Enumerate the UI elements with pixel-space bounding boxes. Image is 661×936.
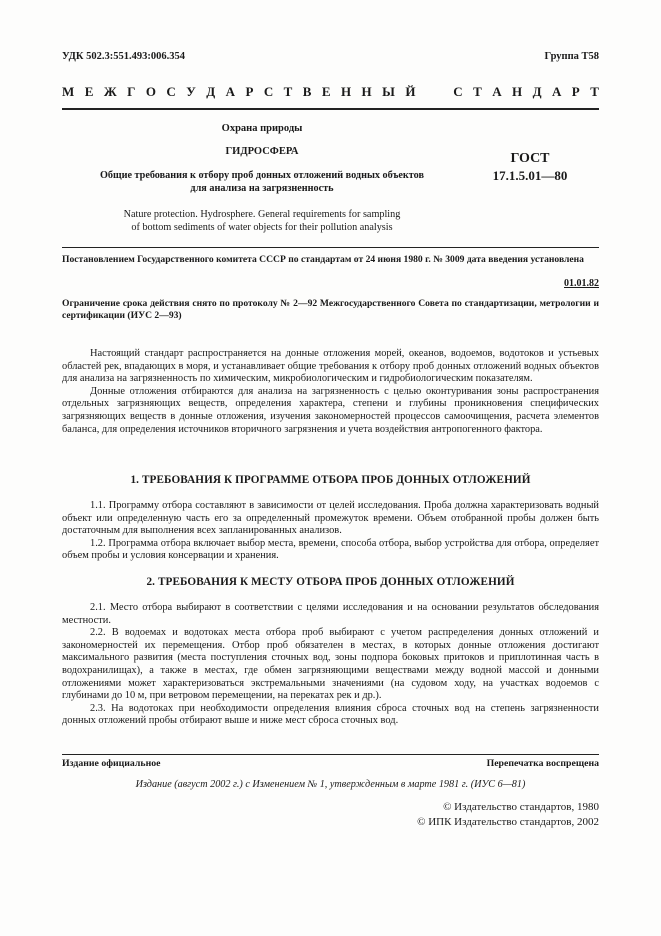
banner-letter: С — [453, 84, 463, 99]
copyright-1980: © Издательство стандартов, 1980 — [443, 801, 599, 813]
section-2-heading: 2. ТРЕБОВАНИЯ К МЕСТУ ОТБОРА ПРОБ ДОННЫХ ОТЛОЖЕНИЙ — [146, 576, 515, 588]
banner-letter: Т — [590, 84, 599, 99]
banner-divider — [62, 108, 599, 110]
title-line-2: ГИДРОСФЕРА — [225, 146, 299, 157]
banner-letter: Н — [361, 84, 372, 99]
banner-letter: Ы — [382, 84, 395, 99]
paragraph-1-1: 1.1. Программу отбора составляют в зависимости от целей исследования. Проба должна характеризовать водный объект или определенную часть его за определенный промежуток времени. Объем отобранной пробы должен быть достаточным для выполнения всех запланированных анализов. — [62, 500, 599, 537]
group-code: Группа Т58 — [544, 51, 599, 62]
banner-letter: Р — [571, 84, 580, 99]
banner-letter: А — [492, 84, 502, 99]
banner-gap — [426, 84, 429, 100]
gost-label: ГОСТ — [510, 151, 550, 166]
section-1-heading: 1. ТРЕБОВАНИЯ К ПРОГРАММЕ ОТБОРА ПРОБ ДОННЫХ ОТЛОЖЕНИЙ — [130, 474, 531, 486]
paragraph-2-3: 2.3. На водотоках при необходимости определения влияния сброса сточных вод на степень загрязненности донных отложений пробы отбирают выше и ниже мест сброса сточных вод. — [62, 702, 599, 727]
paragraph-2-2: 2.2. В водоемах и водотоках места отбора проб выбирают с учетом распределения донных отложений и закономерностей их перемещения. Отбор проб обязателен в местах, в которых донные отложения достигают максимального развития (места поступления сточных вод, зоны подпора боковых притоков и приплотинная часть в водохранилищах), а также в местах, где обмен загрязняющими веществами между водной массой и донными отложениями может характеризоваться экстремальными значениями (на судовом ходу, на участках водоемов с глубинами до 10 м, при ветровом перемещении, на перекатах рек и др.). — [62, 627, 599, 702]
banner-letter: Е — [321, 84, 331, 99]
title-line-3: Общие требования к отбору проб донных отложений водных объектов — [99, 170, 425, 181]
banner-letter: У — [186, 84, 196, 99]
banner-letter: Е — [84, 84, 94, 99]
intro-block — [62, 348, 599, 436]
paragraph-1-2: 1.2. Программа отбора включает выбор места, времени, способа отбора, выбор устройства для отбора, определяет объем пробы и условия консервации и хранения. — [62, 537, 599, 562]
section-1-body — [62, 500, 599, 563]
footer-divider — [62, 754, 599, 755]
edition-note: Издание (август 2002 г.) с Изменением № 1, утвержденным в марте 1981 г. (ИУС 6—81) — [135, 779, 526, 790]
banner-letter: Н — [340, 84, 352, 99]
decree-date: 01.01.82 — [564, 278, 599, 289]
banner-letter: О — [145, 84, 156, 99]
standard-banner — [62, 84, 599, 100]
banner-letter: Д — [206, 84, 216, 99]
banner-letter: Й — [405, 84, 416, 99]
banner-letter: А — [225, 84, 235, 99]
decree-text: Постановлением Государственного комитета СССР по стандартам от 24 июня 1980 г. № 3009 дата введения установлена — [62, 254, 584, 265]
banner-letter: Ж — [103, 84, 117, 99]
banner-letter: Н — [512, 84, 523, 99]
paragraph-2-1: 2.1. Место отбора выбирают в соответствии с целями исследования и на основании результатов обследования местности. — [62, 602, 599, 626]
title-divider — [62, 247, 599, 248]
title-en-line-1: Nature protection. Hydrosphere. General requirements for sampling — [123, 209, 401, 220]
limitation-note: Ограничение срока действия снято по протоколу № 2—92 Межгосударственного Совета по стандартизации, метрологии и сертификации (ИУС 2—93) — [62, 298, 599, 321]
udc-code: УДК 502.3:551.493:006.354 — [62, 51, 185, 62]
banner-gap — [440, 84, 443, 100]
intro-paragraph-2: Донные отложения отбираются для анализа на загрязненность с целью оконтуривания зоны распространения отдельных загрязняющих веществ, определения характера, степени и глубины проникновения специфических загрязняющих веществ в донные отложения, изучения закономерностей процессов самоочищения, расчета элементов баланса, для определения источников вторичного загрязнения и учета воздействия антропогенного фактора. — [62, 385, 599, 435]
title-line-1: Охрана природы — [221, 123, 303, 134]
title-line-4: для анализа на загрязненность — [190, 183, 334, 194]
gost-number: 17.1.5.01—80 — [492, 168, 568, 183]
official-edition: Издание официальное — [62, 758, 161, 769]
reprint-prohibited: Перепечатка воспрещена — [486, 758, 599, 769]
banner-letter: Д — [532, 84, 542, 99]
banner-letter: Т — [283, 84, 293, 99]
copyright-2002: © ИПК Издательство стандартов, 2002 — [417, 816, 599, 828]
title-en-line-2: of bottom sediments of water objects for their pollution analysis — [131, 222, 393, 233]
section-2-body — [62, 602, 599, 728]
banner-letter: С — [166, 84, 176, 99]
banner-letter: М — [62, 84, 75, 99]
banner-letter: Г — [127, 84, 136, 99]
banner-letter: Р — [245, 84, 254, 99]
banner-letter: С — [263, 84, 274, 99]
banner-letter: В — [302, 84, 312, 99]
banner-letter: Т — [473, 84, 482, 99]
intro-paragraph-1: Настоящий стандарт распространяется на донные отложения морей, океанов, водоемов, водотоков и устьевых областей рек, впадающих в моря, и устанавливает общие требования к отбору проб донных отложений водных объектов для анализа на загрязненность по химическим, микробиологическим и гидробиологическим показателям. — [62, 348, 599, 385]
banner-letter: А — [551, 84, 562, 99]
